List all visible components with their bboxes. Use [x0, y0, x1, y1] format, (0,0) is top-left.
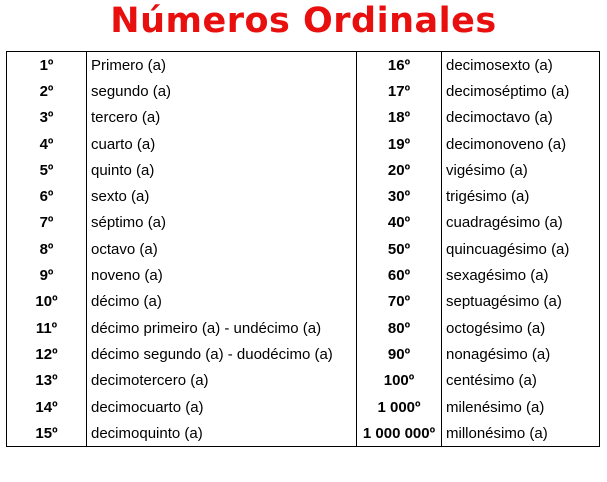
- table-row: [7, 210, 600, 236]
- ordinal-word-cell: quinto (a): [87, 157, 357, 183]
- ordinal-word-cell: decimonoveno (a): [442, 131, 600, 157]
- ordinal-word-cell: milenésimo (a): [442, 394, 600, 420]
- table-row: [7, 183, 600, 209]
- ordinal-number-cell: 40º: [357, 210, 442, 236]
- ordinal-word-cell: tercero (a): [87, 105, 357, 131]
- ordinal-number-cell: 100º: [357, 368, 442, 394]
- ordinal-number-cell: 17º: [357, 78, 442, 104]
- ordinal-word-cell: décimo segundo (a) - duodécimo (a): [87, 341, 357, 367]
- ordinal-number-cell: 90º: [357, 341, 442, 367]
- table-row: [7, 131, 600, 157]
- ordinal-number-cell: 20º: [357, 157, 442, 183]
- ordinal-number-cell: 11º: [7, 315, 87, 341]
- ordinal-number-cell: 10º: [7, 289, 87, 315]
- ordinal-number-cell: 5º: [7, 157, 87, 183]
- ordinal-number-cell: 9º: [7, 262, 87, 288]
- ordinal-number-cell: 1 000º: [357, 394, 442, 420]
- ordinal-word-cell: decimocuarto (a): [87, 394, 357, 420]
- ordinal-word-cell: octogésimo (a): [442, 315, 600, 341]
- table-row: [7, 157, 600, 183]
- ordinal-word-cell: quincuagésimo (a): [442, 236, 600, 262]
- ordinal-number-cell: 70º: [357, 289, 442, 315]
- ordinal-number-cell: 1 000 000º: [357, 420, 442, 447]
- ordinal-number-cell: 4º: [7, 131, 87, 157]
- ordinal-number-cell: 2º: [7, 78, 87, 104]
- ordinal-word-cell: décimo primeiro (a) - undécimo (a): [87, 315, 357, 341]
- ordinal-word-cell: sexto (a): [87, 183, 357, 209]
- ordinal-number-cell: 60º: [357, 262, 442, 288]
- table-row: [7, 105, 600, 131]
- ordinal-word-cell: noveno (a): [87, 262, 357, 288]
- ordinal-table: [6, 51, 600, 447]
- ordinal-number-cell: 13º: [7, 368, 87, 394]
- table-row: [7, 236, 600, 262]
- ordinal-word-cell: décimo (a): [87, 289, 357, 315]
- ordinal-word-cell: vigésimo (a): [442, 157, 600, 183]
- ordinal-word-cell: cuarto (a): [87, 131, 357, 157]
- ordinal-word-cell: centésimo (a): [442, 368, 600, 394]
- ordinal-word-cell: segundo (a): [87, 78, 357, 104]
- table-row: [7, 78, 600, 104]
- table-row: [7, 420, 600, 447]
- ordinal-word-cell: decimotercero (a): [87, 368, 357, 394]
- ordinal-word-cell: sexagésimo (a): [442, 262, 600, 288]
- ordinal-word-cell: decimoséptimo (a): [442, 78, 600, 104]
- ordinal-number-cell: 12º: [7, 341, 87, 367]
- ordinal-number-cell: 16º: [357, 52, 442, 79]
- ordinal-number-cell: 7º: [7, 210, 87, 236]
- ordinal-table-body: [7, 52, 600, 447]
- ordinal-word-cell: octavo (a): [87, 236, 357, 262]
- ordinal-word-cell: septuagésimo (a): [442, 289, 600, 315]
- ordinal-number-cell: 8º: [7, 236, 87, 262]
- ordinal-word-cell: séptimo (a): [87, 210, 357, 236]
- ordinal-word-cell: cuadragésimo (a): [442, 210, 600, 236]
- ordinal-number-cell: 30º: [357, 183, 442, 209]
- ordinal-number-cell: 19º: [357, 131, 442, 157]
- table-row: [7, 52, 600, 79]
- ordinal-number-cell: 18º: [357, 105, 442, 131]
- ordinal-number-cell: 15º: [7, 420, 87, 447]
- table-row: [7, 394, 600, 420]
- ordinal-word-cell: millonésimo (a): [442, 420, 600, 447]
- ordinal-word-cell: Primero (a): [87, 52, 357, 79]
- ordinal-number-cell: 50º: [357, 236, 442, 262]
- ordinal-word-cell: decimoquinto (a): [87, 420, 357, 447]
- ordinal-word-cell: decimoctavo (a): [442, 105, 600, 131]
- page-title: Números Ordinales: [110, 1, 497, 41]
- table-row: [7, 262, 600, 288]
- ordinal-number-cell: 80º: [357, 315, 442, 341]
- table-row: [7, 341, 600, 367]
- ordinal-word-cell: decimosexto (a): [442, 52, 600, 79]
- ordinal-number-cell: 6º: [7, 183, 87, 209]
- table-row: [7, 289, 600, 315]
- ordinal-number-cell: 1º: [7, 52, 87, 79]
- ordinal-number-cell: 3º: [7, 105, 87, 131]
- ordinal-word-cell: trigésimo (a): [442, 183, 600, 209]
- table-row: [7, 368, 600, 394]
- ordinal-number-cell: 14º: [7, 394, 87, 420]
- table-row: [7, 315, 600, 341]
- ordinal-word-cell: nonagésimo (a): [442, 341, 600, 367]
